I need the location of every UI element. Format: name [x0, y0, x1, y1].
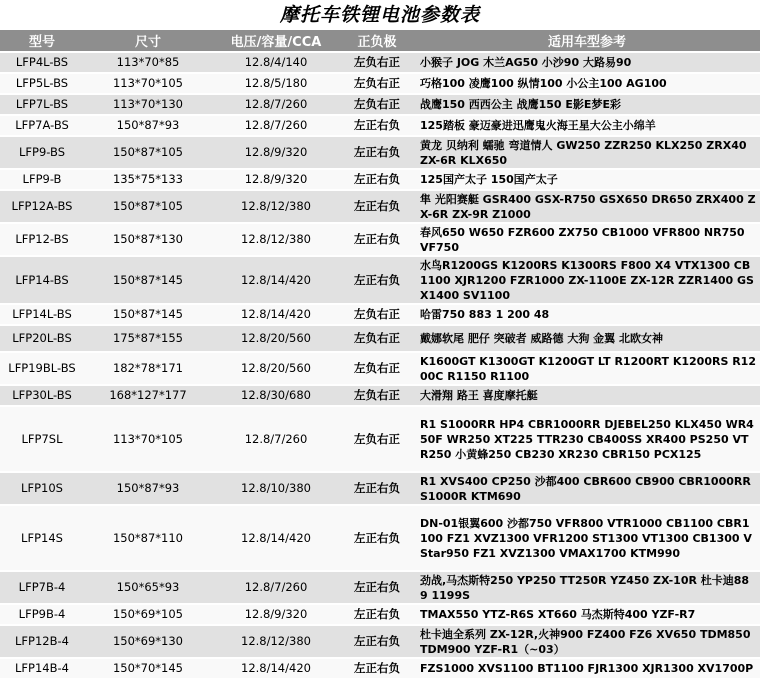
page-title: 摩托车铁锂电池参数表	[279, 4, 480, 26]
row-models: FZS1000 XVS1100 BT1100 FJR1300 XJR1300 XV1700P	[414, 658, 760, 679]
row-voltage: 12.8/14/420	[212, 658, 340, 679]
header-model: 型号	[0, 30, 84, 52]
row-size: 150*87*145	[84, 256, 212, 304]
row-voltage: 12.8/9/320	[212, 604, 340, 625]
row-size: 150*69*130	[84, 625, 212, 658]
row-models: 黄龙 贝纳利 蠕驰 弯道情人 GW250 ZZR250 KLX250 ZRX40 ZX-6R KLX650	[414, 136, 760, 169]
table-row	[0, 505, 760, 571]
table-body	[0, 52, 760, 679]
table-row	[0, 136, 760, 169]
table-row	[0, 304, 760, 325]
row-size: 113*70*130	[84, 94, 212, 115]
row-polarity: 左负右正	[340, 352, 414, 385]
row-polarity: 左负右正	[340, 385, 414, 406]
table-row	[0, 352, 760, 385]
row-models: 杜卡迪全系列 ZX-12R,火神900 FZ400 FZ6 XV650 TDM850 TDM900 YZF-R1（~03）	[414, 625, 760, 658]
row-size: 150*70*145	[84, 658, 212, 679]
row-models: R1 S1000RR HP4 CBR1000RR DJEBEL250 KLX450 WR450F WR250 XT225 TTR230 CB400SS XR400 PS250 VTR250 小黄蜂250 CB230 XR230 CBR150 PCX125	[414, 406, 760, 472]
row-models: TMAX550 YTZ-R6S XT660 马杰斯特400 YZF-R7	[414, 604, 760, 625]
row-voltage: 12.8/12/380	[212, 190, 340, 223]
row-voltage: 12.8/14/420	[212, 304, 340, 325]
row-models: 春风650 W650 FZR600 ZX750 CB1000 VFR800 NR750 VF750	[414, 223, 760, 256]
row-model: LFP7L-BS	[0, 94, 84, 115]
row-model: LFP10S	[0, 472, 84, 505]
row-voltage: 12.8/7/260	[212, 406, 340, 472]
table-row	[0, 190, 760, 223]
row-polarity: 左负右正	[340, 73, 414, 94]
row-size: 182*78*171	[84, 352, 212, 385]
row-models: DN-01银翼600 沙都750 VFR800 VTR1000 CB1100 CBR1100 FZ1 XVZ1300 VFR1200 ST1300 VT1300 CB1300 VStar950 FZ1 XVZ1300 VMAX1700 KTM990	[414, 505, 760, 571]
row-models: 水鸟R1200GS K1200RS K1300RS F800 X4 VTX1300 CB1100 XJR1200 FZR1000 ZX-1100E ZX-12R ZZR1400 GSX1400 SV1100	[414, 256, 760, 304]
table-row	[0, 94, 760, 115]
row-voltage: 12.8/30/680	[212, 385, 340, 406]
row-polarity: 左正右负	[340, 169, 414, 190]
row-polarity: 左正右负	[340, 115, 414, 136]
row-model: LFP9B-4	[0, 604, 84, 625]
row-voltage: 12.8/7/260	[212, 571, 340, 604]
row-polarity: 左正右负	[340, 604, 414, 625]
table-row	[0, 406, 760, 472]
row-models: K1600GT K1300GT K1200GT LT R1200RT K1200RS R1200C R1150 R1100	[414, 352, 760, 385]
table-row	[0, 604, 760, 625]
row-models: R1 XVS400 CP250 沙都400 CBR600 CB900 CBR1000RR S1000R KTM690	[414, 472, 760, 505]
row-model: LFP7SL	[0, 406, 84, 472]
row-models: 小猴子 JOG 木兰AG50 小沙90 大路易90	[414, 52, 760, 73]
table-row	[0, 571, 760, 604]
row-model: LFP9-B	[0, 169, 84, 190]
row-model: LFP9-BS	[0, 136, 84, 169]
row-size: 150*87*110	[84, 505, 212, 571]
row-voltage: 12.8/5/180	[212, 73, 340, 94]
row-voltage: 12.8/7/260	[212, 115, 340, 136]
table-row	[0, 169, 760, 190]
row-model: LFP12B-4	[0, 625, 84, 658]
row-size: 150*87*130	[84, 223, 212, 256]
row-polarity: 左正右负	[340, 625, 414, 658]
row-model: LFP14B-4	[0, 658, 84, 679]
table-row	[0, 385, 760, 406]
table-header-row	[0, 30, 760, 52]
row-model: LFP5L-BS	[0, 73, 84, 94]
row-polarity: 左正右负	[340, 472, 414, 505]
row-voltage: 12.8/20/560	[212, 352, 340, 385]
row-polarity: 左负右正	[340, 52, 414, 73]
row-models: 125踏板 豪迈豪进迅鹰鬼火海王星大公主小绵羊	[414, 115, 760, 136]
row-models: 大滑翔 路王 喜度摩托艇	[414, 385, 760, 406]
row-model: LFP4L-BS	[0, 52, 84, 73]
row-voltage: 12.8/12/380	[212, 223, 340, 256]
row-model: LFP14S	[0, 505, 84, 571]
table-row	[0, 115, 760, 136]
row-voltage: 12.8/9/320	[212, 169, 340, 190]
row-voltage: 12.8/20/560	[212, 325, 340, 352]
row-size: 150*87*93	[84, 472, 212, 505]
row-models: 哈雷750 883 1 200 48	[414, 304, 760, 325]
row-size: 113*70*105	[84, 73, 212, 94]
row-size: 150*87*145	[84, 304, 212, 325]
row-model: LFP19BL-BS	[0, 352, 84, 385]
row-model: LFP30L-BS	[0, 385, 84, 406]
row-voltage: 12.8/4/140	[212, 52, 340, 73]
row-voltage: 12.8/14/420	[212, 505, 340, 571]
table-row	[0, 223, 760, 256]
row-polarity: 左负右正	[340, 304, 414, 325]
row-model: LFP7A-BS	[0, 115, 84, 136]
row-polarity: 左正右负	[340, 190, 414, 223]
row-size: 150*87*105	[84, 136, 212, 169]
table-row	[0, 52, 760, 73]
row-polarity: 左正右负	[340, 571, 414, 604]
row-models: 隼 光阳赛艇 GSR400 GSX-R750 GSX650 DR650 ZRX400 ZX-6R ZX-9R Z1000	[414, 190, 760, 223]
row-polarity: 左正右负	[340, 136, 414, 169]
header-models: 适用车型参考	[414, 30, 760, 52]
row-models: 劲战,马杰斯特250 YP250 TT250R YZ450 ZX-10R 杜卡迪889 1199S	[414, 571, 760, 604]
table-row	[0, 73, 760, 94]
row-voltage: 12.8/9/320	[212, 136, 340, 169]
row-size: 150*87*105	[84, 190, 212, 223]
header-polarity: 正负极	[340, 30, 414, 52]
row-model: LFP14-BS	[0, 256, 84, 304]
row-size: 150*87*93	[84, 115, 212, 136]
row-size: 150*69*105	[84, 604, 212, 625]
row-size: 168*127*177	[84, 385, 212, 406]
row-polarity: 左正右负	[340, 223, 414, 256]
row-models: 战鹰150 西西公主 战鹰150 E影E梦E彩	[414, 94, 760, 115]
row-size: 113*70*105	[84, 406, 212, 472]
row-models: 125国产太子 150国产太子	[414, 169, 760, 190]
header-size: 尺寸	[84, 30, 212, 52]
row-voltage: 12.8/14/420	[212, 256, 340, 304]
row-polarity: 左正右负	[340, 505, 414, 571]
row-voltage: 12.8/7/260	[212, 94, 340, 115]
row-size: 135*75*133	[84, 169, 212, 190]
row-voltage: 12.8/10/380	[212, 472, 340, 505]
table-row	[0, 256, 760, 304]
header-voltage: 电压/容量/CCA	[212, 30, 340, 52]
table-row	[0, 625, 760, 658]
row-polarity: 左正右负	[340, 658, 414, 679]
table-row	[0, 472, 760, 505]
row-model: LFP7B-4	[0, 571, 84, 604]
row-models: 巧格100 凌鹰100 纵情100 小公主100 AG100	[414, 73, 760, 94]
row-models: 戴娜软尾 肥仔 突破者 威路德 大狗 金翼 北欧女神	[414, 325, 760, 352]
spec-table	[0, 30, 760, 680]
row-model: LFP20L-BS	[0, 325, 84, 352]
row-polarity: 左负右正	[340, 94, 414, 115]
row-polarity: 左负右正	[340, 325, 414, 352]
row-model: LFP14L-BS	[0, 304, 84, 325]
row-model: LFP12A-BS	[0, 190, 84, 223]
row-voltage: 12.8/12/380	[212, 625, 340, 658]
row-size: 150*65*93	[84, 571, 212, 604]
row-model: LFP12-BS	[0, 223, 84, 256]
row-polarity: 左负右正	[340, 406, 414, 472]
row-size: 113*70*85	[84, 52, 212, 73]
table-row	[0, 325, 760, 352]
row-size: 175*87*155	[84, 325, 212, 352]
row-polarity: 左正右负	[340, 256, 414, 304]
